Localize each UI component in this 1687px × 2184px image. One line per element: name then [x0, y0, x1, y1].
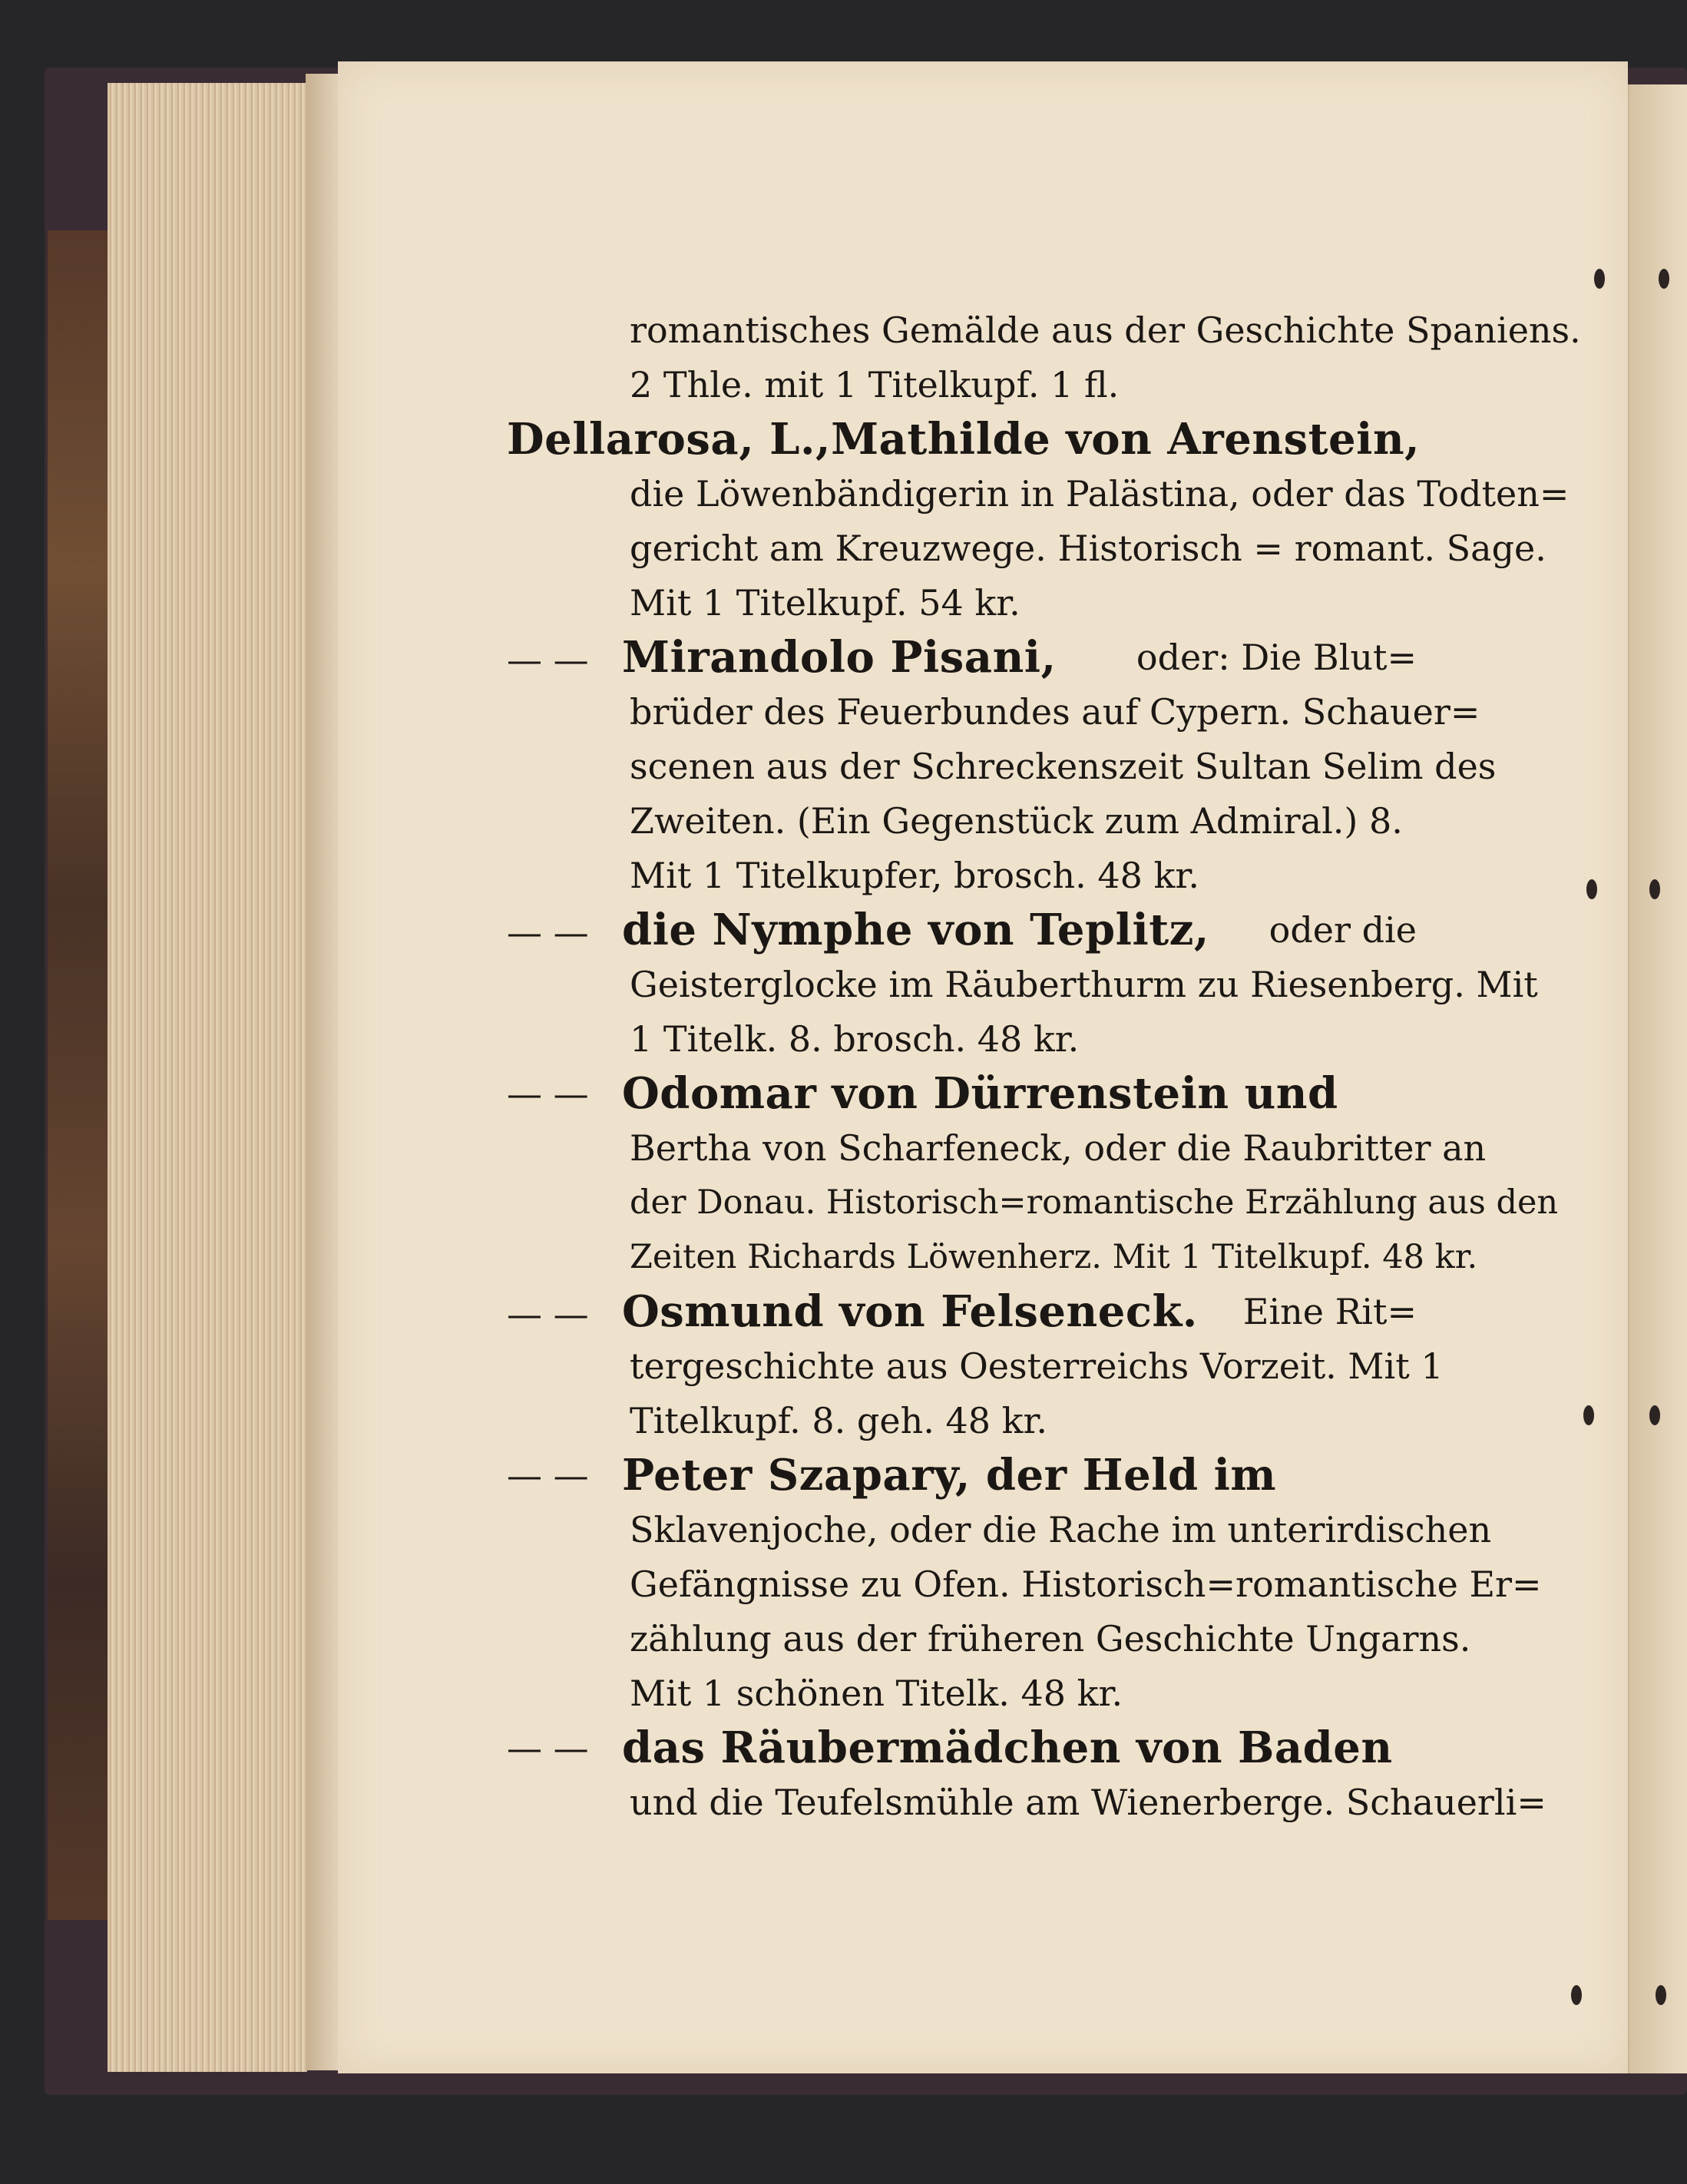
- entry-title: Osmund von Felseneck.: [622, 1286, 1198, 1337]
- binding-hole: [1649, 879, 1660, 899]
- text-line: gericht am Kreuzwege. Historisch = romant. Sage.: [630, 528, 1546, 569]
- entry-title: Peter Szapary, der Held im: [622, 1450, 1277, 1501]
- entry-title-tail: Eine Rit=: [1242, 1291, 1417, 1332]
- text-line: Geisterglocke im Räuberthurm zu Riesenberg. Mit: [630, 964, 1538, 1005]
- text-line: der Donau. Historisch=romantische Erzählung aus den: [630, 1183, 1559, 1222]
- entry-author: Dellarosa, L.,: [507, 414, 832, 465]
- text-line: zählung aus der früheren Geschichte Ungarns.: [630, 1618, 1471, 1660]
- ditto-dash: — —: [507, 1073, 589, 1114]
- ditto-dash: — —: [507, 1293, 589, 1335]
- text-line: 2 Thle. mit 1 Titelkupf. 1 fl.: [630, 364, 1120, 405]
- catalog-entry-head: [507, 1067, 1417, 1121]
- entry-title-tail: oder die: [1269, 909, 1417, 951]
- binding-hole: [1571, 1985, 1582, 2005]
- text-line: brüder des Feuerbundes auf Cypern. Schauer=: [630, 691, 1480, 733]
- entry-title: das Räubermädchen von Baden: [622, 1722, 1393, 1773]
- text-line: und die Teufelsmühle am Wienerberge. Schauerli=: [630, 1782, 1546, 1823]
- catalog-entry-head: [507, 903, 1417, 958]
- ditto-dash: — —: [507, 912, 589, 953]
- binding-hole: [1649, 1405, 1660, 1425]
- text-line: scenen aus der Schreckenszeit Sultan Selim des: [630, 746, 1497, 787]
- page-text: [507, 303, 1581, 1830]
- text-line: 1 Titelk. 8. brosch. 48 kr.: [630, 1018, 1080, 1060]
- catalog-entry-head: [507, 412, 1421, 467]
- ditto-dash: — —: [507, 639, 589, 680]
- binding-hole: [1583, 1405, 1594, 1425]
- entry-title-tail: oder: Die Blut=: [1136, 637, 1417, 678]
- text-line: tergeschichte aus Oesterreichs Vorzeit. Mit 1: [630, 1345, 1444, 1387]
- catalog-entry-head: [507, 1448, 1417, 1503]
- text-line: Titelkupf. 8. geh. 48 kr.: [630, 1400, 1048, 1441]
- entry-title: Odomar von Dürrenstein und: [622, 1068, 1338, 1119]
- binding-hole: [1586, 879, 1597, 899]
- text-line: Gefängnisse zu Ofen. Historisch=romantische Er=: [630, 1564, 1542, 1605]
- entry-title: Mirandolo Pisani,: [622, 632, 1057, 683]
- text-line: Bertha von Scharfeneck, oder die Raubritter an: [630, 1127, 1487, 1169]
- text-line: Zeiten Richards Löwenherz. Mit 1 Titelkupf. 48 kr.: [630, 1238, 1478, 1276]
- text-line: Sklavenjoche, oder die Rache im unterirdischen: [630, 1509, 1492, 1550]
- catalog-entry-head: [507, 630, 1417, 685]
- cover-spine-wear: [48, 230, 109, 1920]
- text-line: Zweiten. (Ein Gegenstück zum Admiral.) 8.: [630, 800, 1403, 842]
- page-edges: [108, 83, 307, 2072]
- catalog-entry-head: [507, 1721, 1417, 1775]
- text-line: Mit 1 Titelkupfer, brosch. 48 kr.: [630, 855, 1199, 896]
- page-gutter: [306, 74, 341, 2070]
- text-line: die Löwenbändigerin in Palästina, oder das Todten=: [630, 473, 1570, 515]
- binding-hole: [1594, 269, 1605, 289]
- entry-title: Mathilde von Arenstein,: [831, 414, 1421, 465]
- entry-title: die Nymphe von Teplitz,: [622, 905, 1209, 955]
- ditto-dash: — —: [507, 1727, 589, 1769]
- text-line: Mit 1 schönen Titelk. 48 kr.: [630, 1673, 1123, 1714]
- text-line: Mit 1 Titelkupf. 54 kr.: [630, 582, 1020, 624]
- binding-hole: [1659, 269, 1669, 289]
- binding-hole: [1656, 1985, 1666, 2005]
- text-line: romantisches Gemälde aus der Geschichte Spaniens.: [630, 309, 1581, 351]
- ditto-dash: — —: [507, 1454, 589, 1496]
- next-page-edge: [1628, 84, 1687, 2073]
- catalog-entry-head: [507, 1285, 1417, 1339]
